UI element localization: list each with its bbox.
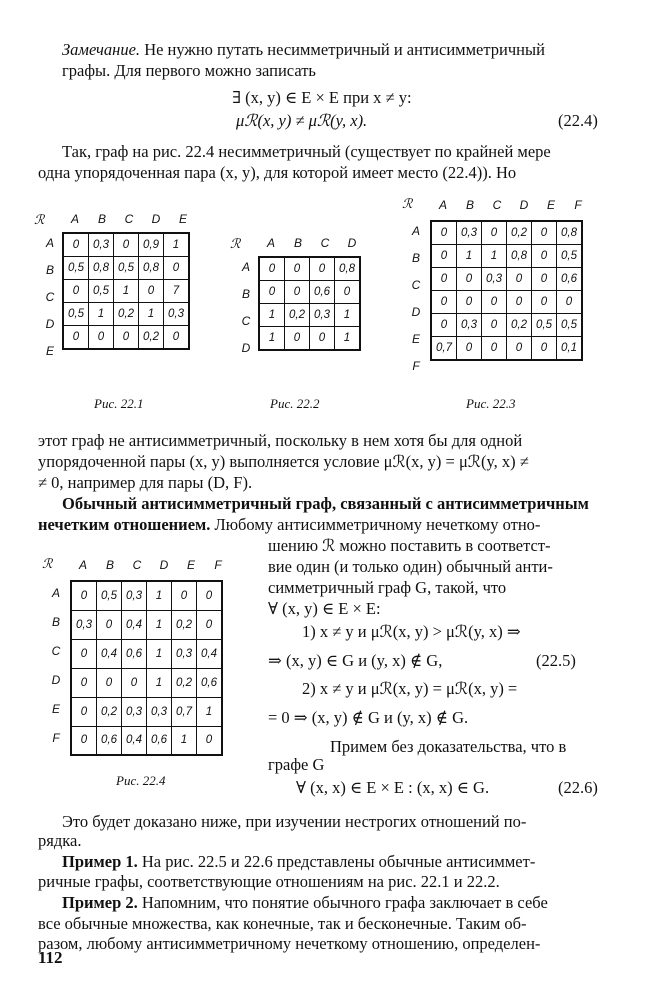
relation-mark: ℛ <box>34 212 45 227</box>
cell: 0,3 <box>482 268 507 291</box>
cell: 1 <box>259 327 285 351</box>
equation-number: (22.5) <box>536 651 576 670</box>
text-line: симметричный граф G, такой, что <box>268 578 507 597</box>
col-header: A <box>78 558 87 572</box>
cell: 0 <box>335 281 361 304</box>
cell: 0,3 <box>310 304 335 327</box>
formula-line: = 0 ⇒ (x, y) ∉ G и (y, x) ∉ G. <box>268 708 469 727</box>
matrix-grid <box>258 256 361 351</box>
formula-line: 2) x ≠ y и μℛ(x, y) = μℛ(x, y) = <box>302 679 518 698</box>
cell: 0 <box>482 221 507 245</box>
cell: 0,2 <box>507 314 532 337</box>
col-header: B <box>465 198 474 212</box>
text-line: Примем без доказательства, что в <box>330 737 567 756</box>
figure-caption: Рис. 22.4 <box>116 773 166 788</box>
row-header: D <box>411 305 421 319</box>
row-header: D <box>241 341 251 355</box>
cell: 0,5 <box>97 581 122 610</box>
col-header: E <box>178 212 187 226</box>
matrix-22-4 <box>40 552 245 752</box>
text-line: ричные графы, соответствующие отношениям на рис. 22.1 и 22.2. <box>38 872 500 891</box>
matrix-row <box>259 281 360 304</box>
cell: 0,6 <box>97 726 122 755</box>
cell: 0 <box>507 291 532 314</box>
cell: 0 <box>482 291 507 314</box>
formula-line: μℛ(x, y) ≠ μℛ(y, x). <box>236 111 368 130</box>
cell: 0 <box>71 697 97 726</box>
cell: 0,4 <box>122 726 147 755</box>
formula-line: ⇒ (x, y) ∈ G и (y, x) ∉ G, <box>268 651 443 670</box>
cell: 0 <box>457 268 482 291</box>
matrix-22-1 <box>32 208 207 368</box>
cell: 0,6 <box>197 668 223 697</box>
row-header: B <box>51 615 60 629</box>
cell: 1 <box>259 304 285 327</box>
cell: 1 <box>114 280 139 303</box>
text-line <box>62 893 548 913</box>
text-line: одна упорядоченная пара (x, y), для которой имеет место (22.4)). Но <box>38 163 517 182</box>
cell: 0 <box>63 233 89 257</box>
cell: 0,3 <box>147 697 172 726</box>
cell: 0,8 <box>335 257 361 281</box>
cell: 0 <box>122 668 147 697</box>
row-header: E <box>411 332 420 346</box>
matrix-22-2 <box>228 232 378 372</box>
cell: 0,2 <box>285 304 310 327</box>
cell: 0,6 <box>122 639 147 668</box>
cell: 0 <box>532 291 557 314</box>
matrix-row <box>63 326 189 350</box>
row-header: F <box>52 731 60 745</box>
cell: 1 <box>147 610 172 639</box>
matrix-row <box>431 314 582 337</box>
cell: 0 <box>431 314 457 337</box>
formula-line: 1) x ≠ y и μℛ(x, y) > μℛ(y, x) ⇒ <box>302 622 521 641</box>
figure-caption: Рис. 22.3 <box>466 396 516 411</box>
section-heading: Обычный антисимметричный граф, связанный с антисимметричным <box>62 494 589 513</box>
cell: 0 <box>431 291 457 314</box>
cell: 1 <box>335 304 361 327</box>
cell: 0,3 <box>71 610 97 639</box>
cell: 0,9 <box>139 233 164 257</box>
cell: 0,6 <box>557 268 583 291</box>
cell: 0 <box>259 257 285 281</box>
cell: 0,7 <box>431 337 457 361</box>
figure-caption: Рис. 22.1 <box>94 396 144 411</box>
cell: 0 <box>285 327 310 351</box>
cell: 0,2 <box>172 668 197 697</box>
cell: 0,8 <box>507 245 532 268</box>
page-number: 112 <box>38 948 63 967</box>
cell: 1 <box>197 697 223 726</box>
cell: 0 <box>71 581 97 610</box>
cell: 0,3 <box>122 697 147 726</box>
cell: 0 <box>431 268 457 291</box>
col-header: A <box>438 198 447 212</box>
row-header: B <box>45 263 54 277</box>
cell: 0 <box>507 337 532 361</box>
cell: 0,2 <box>172 610 197 639</box>
text-line: Это будет доказано ниже, при изучении нестрогих отношений по- <box>62 812 527 831</box>
cell: 0,5 <box>89 280 114 303</box>
cell: 0,3 <box>122 581 147 610</box>
matrix-row <box>71 668 222 697</box>
cell: 1 <box>147 639 172 668</box>
col-header: B <box>97 212 106 226</box>
matrix-row <box>71 726 222 755</box>
relation-mark: ℛ <box>42 556 53 571</box>
formula-line: ∃ (x, y) ∈ E × E при x ≠ y: <box>232 88 412 107</box>
cell: 0 <box>197 581 223 610</box>
text-line <box>62 852 535 872</box>
text-line: упорядочeнной пары (x, y) выполняется условие μℛ(x, y) = μℛ(y, x) ≠ <box>38 452 529 471</box>
matrix-row <box>259 327 360 351</box>
cell: 0 <box>457 337 482 361</box>
figure-caption: Рис. 22.2 <box>270 396 320 411</box>
cell: 0,3 <box>457 314 482 337</box>
row-header: A <box>51 586 60 600</box>
cell: 0 <box>310 327 335 351</box>
text-line <box>38 515 540 535</box>
cell: 0 <box>71 639 97 668</box>
cell: 0 <box>259 281 285 304</box>
cell: 0 <box>507 268 532 291</box>
col-header: D <box>347 236 357 250</box>
remark-label: Замечание. <box>62 40 141 59</box>
text-line: вие один (и только один) обычный анти- <box>268 557 553 576</box>
cell: 0 <box>164 326 190 350</box>
formula-line: ∀ (x, y) ∈ E × E: <box>268 599 381 618</box>
text-span: На рис. 22.5 и 22.6 представлены обычные антисиммет- <box>137 852 536 871</box>
cell: 0,5 <box>114 257 139 280</box>
matrix-row <box>63 257 189 280</box>
cell: 0,5 <box>63 257 89 280</box>
text-line: все обычные множества, как конечные, так и бесконечные. Таким об- <box>38 914 527 933</box>
cell: 0 <box>197 610 223 639</box>
matrix-row <box>431 245 582 268</box>
text-span: Любому антисимметричному нечеткому отно- <box>210 515 541 534</box>
matrix-row <box>431 291 582 314</box>
cell: 0,6 <box>310 281 335 304</box>
cell: 0 <box>431 221 457 245</box>
row-header: C <box>411 278 421 292</box>
matrix-22-3 <box>400 192 605 387</box>
cell: 0 <box>557 291 583 314</box>
cell: 0,3 <box>89 233 114 257</box>
cell: 0 <box>97 668 122 697</box>
col-header: D <box>151 212 161 226</box>
row-header: B <box>241 287 250 301</box>
cell: 0 <box>63 280 89 303</box>
cell: 1 <box>457 245 482 268</box>
cell: 0 <box>164 257 190 280</box>
cell: 1 <box>147 581 172 610</box>
row-header: C <box>45 290 55 304</box>
cell: 0,4 <box>122 610 147 639</box>
cell: 0,2 <box>507 221 532 245</box>
row-header: A <box>241 260 250 274</box>
cell: 0,5 <box>63 303 89 326</box>
equation-number: (22.4) <box>558 111 598 130</box>
col-header: E <box>186 558 195 572</box>
text-line: этот граф не антисимметричный, поскольку в нем хотя бы для одной <box>38 431 523 450</box>
row-header: E <box>51 702 60 716</box>
cell: 0,7 <box>172 697 197 726</box>
row-header: E <box>45 344 54 358</box>
cell: 0,5 <box>532 314 557 337</box>
cell: 0 <box>431 245 457 268</box>
cell: 0,3 <box>172 639 197 668</box>
cell: 1 <box>172 726 197 755</box>
row-header: C <box>51 644 61 658</box>
cell: 0,2 <box>139 326 164 350</box>
matrix-row <box>71 697 222 726</box>
cell: 0 <box>139 280 164 303</box>
cell: 0,6 <box>147 726 172 755</box>
matrix-row <box>431 337 582 361</box>
cell: 0,2 <box>114 303 139 326</box>
col-header: D <box>159 558 169 572</box>
example-label: Пример 2. <box>62 893 138 912</box>
cell: 0 <box>457 291 482 314</box>
row-header: F <box>412 359 420 373</box>
cell: 0 <box>532 245 557 268</box>
cell: 0,8 <box>557 221 583 245</box>
cell: 0 <box>532 268 557 291</box>
matrix-row <box>63 303 189 326</box>
matrix-row <box>431 268 582 291</box>
matrix-grid <box>62 232 190 350</box>
text-line: рядка. <box>38 831 82 850</box>
relation-mark: ℛ <box>230 236 241 251</box>
cell: 0,5 <box>557 245 583 268</box>
text-line: разом, любому антисимметричному нечеткому отношению, определен- <box>38 934 541 953</box>
cell: 0 <box>114 233 139 257</box>
equation-number: (22.6) <box>558 778 598 797</box>
cell: 0 <box>63 326 89 350</box>
matrix-row <box>71 610 222 639</box>
row-header: A <box>411 224 420 238</box>
matrix-row <box>431 221 582 245</box>
cell: 7 <box>164 280 190 303</box>
cell: 0,3 <box>457 221 482 245</box>
cell: 1 <box>482 245 507 268</box>
cell: 0 <box>97 610 122 639</box>
col-header: B <box>105 558 114 572</box>
cell: 0,4 <box>97 639 122 668</box>
col-header: F <box>214 558 222 572</box>
cell: 0 <box>482 337 507 361</box>
cell: 1 <box>335 327 361 351</box>
col-header: B <box>293 236 302 250</box>
cell: 0 <box>71 726 97 755</box>
cell: 1 <box>139 303 164 326</box>
row-header: C <box>241 314 251 328</box>
text-line: графе G <box>268 755 325 774</box>
cell: 0 <box>285 281 310 304</box>
cell: 0,8 <box>89 257 114 280</box>
example-label: Пример 1. <box>62 852 138 871</box>
text-line: Так, граф на рис. 22.4 несимметричный (существует по крайней мере <box>62 142 551 161</box>
col-header: D <box>519 198 529 212</box>
matrix-row <box>63 280 189 303</box>
col-header: E <box>546 198 555 212</box>
relation-mark: ℛ <box>402 196 413 211</box>
text-line: графы. Для первого можно записать <box>62 61 316 80</box>
cell: 0 <box>532 337 557 361</box>
cell: 0,8 <box>139 257 164 280</box>
cell: 0 <box>310 257 335 281</box>
text-line: шению ℛ можно поставить в соответст- <box>268 536 551 555</box>
col-header: A <box>266 236 275 250</box>
cell: 0,5 <box>557 314 583 337</box>
matrix-row <box>71 581 222 610</box>
text-span: Напомним, что понятие обычного графа заключает в себе <box>137 893 548 912</box>
matrix-grid <box>70 580 223 756</box>
text-line: ≠ 0, например для пары (D, F). <box>38 473 253 492</box>
col-header: C <box>492 198 502 212</box>
cell: 0 <box>482 314 507 337</box>
formula-line: ∀ (x, x) ∈ E × E : (x, x) ∈ G. <box>296 778 490 797</box>
text-line <box>62 40 545 60</box>
cell: 0 <box>89 326 114 350</box>
col-header: C <box>320 236 330 250</box>
section-heading: нечетким отношением. <box>38 515 211 534</box>
col-header: A <box>70 212 79 226</box>
matrix-row <box>63 233 189 257</box>
col-header: C <box>124 212 134 226</box>
cell: 1 <box>147 668 172 697</box>
col-header: C <box>132 558 142 572</box>
text-span: Не нужно путать несимметричный и антисимметричный <box>140 40 545 59</box>
cell: 0,4 <box>197 639 223 668</box>
col-header: F <box>574 198 582 212</box>
row-header: A <box>45 236 54 250</box>
cell: 0 <box>114 326 139 350</box>
row-header: D <box>51 673 61 687</box>
row-header: D <box>45 317 55 331</box>
row-header: B <box>411 251 420 265</box>
cell: 0 <box>71 668 97 697</box>
cell: 1 <box>89 303 114 326</box>
cell: 0 <box>285 257 310 281</box>
matrix-row <box>259 257 360 281</box>
matrix-row <box>71 639 222 668</box>
cell: 0 <box>532 221 557 245</box>
matrix-grid <box>430 220 583 361</box>
cell: 1 <box>164 233 190 257</box>
cell: 0 <box>172 581 197 610</box>
cell: 0 <box>197 726 223 755</box>
cell: 0,3 <box>164 303 190 326</box>
cell: 0,2 <box>97 697 122 726</box>
matrix-row <box>259 304 360 327</box>
cell: 0,1 <box>557 337 583 361</box>
